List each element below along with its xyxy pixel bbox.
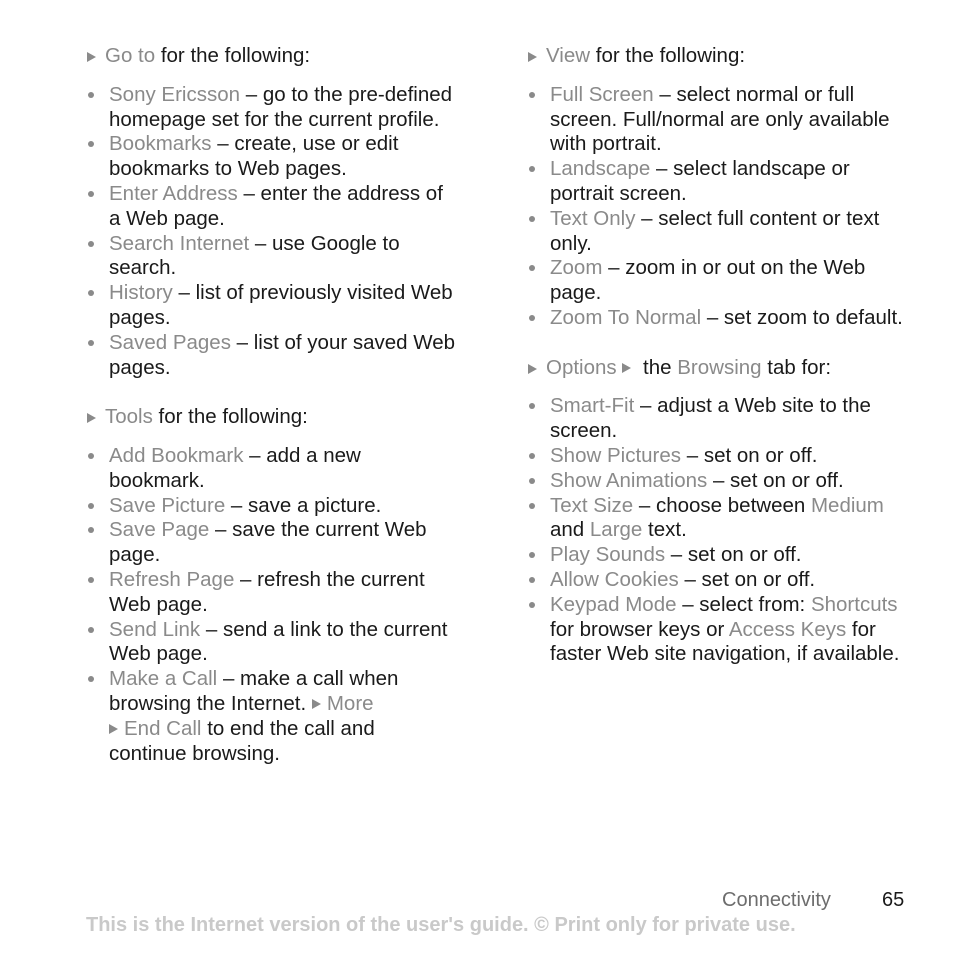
item-desc: – save the current Web page. [109,518,427,567]
goto-list [86,83,456,381]
option-access-keys: Access Keys [728,617,847,641]
item-term: Show Animations [550,468,708,492]
footer-notice: This is the Internet version of the user's guide. © Print only for private use. [86,914,796,936]
goto-heading [86,44,456,69]
item-desc: – select normal or full screen. Full/normal are only available with portrait. [550,82,890,156]
list-item [527,444,907,469]
item-desc: – use Google to search. [109,231,400,280]
list-item [86,618,456,668]
section-gap [86,380,456,405]
list-item [86,667,456,766]
arrow-right-icon [528,52,537,62]
tools-list [86,444,456,766]
item-term: Smart-Fit [550,394,635,418]
arrow-right-icon [87,52,96,62]
item-term: Play Sounds [550,543,666,567]
list-item [86,281,456,331]
options-label: Options [546,355,617,379]
view-heading [527,44,907,69]
item-desc: – send a link to the current Web page. [109,617,448,666]
item-term: Bookmarks [109,132,212,156]
item-desc: – select landscape or portrait screen. [550,157,850,205]
item-desc: – select full content or text only. [550,206,880,255]
item-term: Allow Cookies [550,567,679,591]
right-column [527,44,907,667]
list-item [527,543,907,568]
arrow-right-icon [87,413,96,423]
item-desc: – set on or off. [678,567,816,591]
list-item [527,568,907,593]
item-term: Send Link [109,617,201,641]
more-label: More [326,691,374,715]
item-desc: – adjust a Web site to the screen. [550,394,871,443]
tools-suffix: for the following: [152,405,308,429]
item-term: History [109,281,173,305]
list-item [527,306,907,331]
list-item [527,494,907,544]
item-desc: – set on or off. [665,543,802,567]
arrow-right-icon [109,724,118,734]
list-item [527,593,907,667]
arrow-right-icon [312,699,321,709]
list-item [86,232,456,282]
item-desc: – set on or off. [707,468,844,492]
item-desc: and [550,518,590,542]
page-number: 65 [882,889,905,911]
item-term: Search Internet [109,231,250,255]
list-item [86,331,456,381]
section-gap [527,331,907,356]
item-desc: for faster Web site navigation, if available. [550,617,900,666]
item-term: Enter Address [109,181,238,205]
item-desc: to end the call and continue browsing. [109,716,375,765]
item-desc: – set zoom to default. [701,305,903,329]
item-desc: – choose between [633,493,811,517]
list-item [527,256,907,306]
item-term: Refresh Page [109,567,235,591]
view-suffix: for the following: [590,44,746,67]
item-term: Text Size [550,493,634,517]
list-item [86,182,456,232]
options-suffix: tab for: [761,355,832,379]
item-term: Sony Ericsson [109,82,241,106]
tools-heading [86,405,456,430]
item-desc: – enter the address of a Web page. [109,181,443,230]
option-shortcuts: Shortcuts [810,592,898,616]
list-item [86,518,456,568]
list-item [527,469,907,494]
item-term: Text Only [550,206,636,230]
item-term: Make a Call [109,667,218,691]
item-term: Zoom To Normal [550,305,702,329]
list-item [527,83,907,157]
list-item [527,157,907,207]
item-desc: – set on or off. [681,443,818,467]
options-list [527,394,907,667]
item-term: Saved Pages [109,330,231,354]
item-desc: text. [642,518,687,542]
item-term: Full Screen [550,82,654,106]
item-desc: – add a new bookmark. [109,443,361,492]
arrow-right-icon [622,363,631,373]
item-desc: – zoom in or out on the Web page. [550,256,866,305]
browsing-tab-label: Browsing [677,355,762,379]
end-call-label: End Call [124,716,202,740]
list-item [527,394,907,444]
item-desc: – save a picture. [225,493,382,517]
list-item [86,494,456,519]
item-desc: – create, use or edit bookmarks to Web pages. [109,132,399,181]
footer-section-name: Connectivity [722,889,831,911]
list-item [86,568,456,618]
item-desc: – go to the pre-defined homepage set for the current profile. [109,82,453,131]
left-column [86,44,456,766]
view-label: View [546,44,591,67]
item-term: Save Page [109,518,210,542]
item-desc: – list of your saved Web pages. [109,330,456,379]
item-desc: – make a call when browsing the Internet. [109,667,399,715]
list-item [86,444,456,494]
goto-suffix: for the following: [155,44,311,67]
goto-label: Go to [105,44,156,67]
view-list [527,83,907,331]
list-item [86,83,456,133]
item-term: Show Pictures [550,443,682,467]
options-heading [527,356,907,381]
options-mid: the [637,355,678,379]
item-term: Zoom [550,256,603,280]
tools-label: Tools [105,405,153,429]
item-term: Add Bookmark [109,443,244,467]
item-desc: – refresh the current Web page. [109,567,425,616]
option-medium: Medium [810,493,884,517]
list-item [527,207,907,257]
arrow-right-icon [528,364,537,374]
option-large: Large [589,518,643,542]
item-term: Keypad Mode [550,592,677,616]
list-item [86,132,456,182]
item-desc: for browser keys or [550,617,729,641]
item-desc: – list of previously visited Web pages. [109,281,453,329]
item-desc: – select from: [676,592,811,616]
item-term: Save Picture [109,493,226,517]
item-term: Landscape [550,157,651,181]
